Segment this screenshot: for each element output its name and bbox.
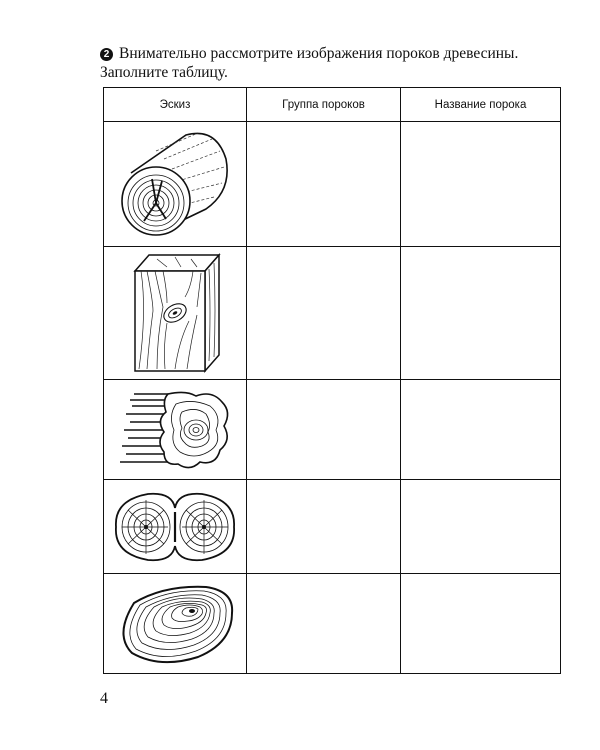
table-header-row — [104, 88, 561, 122]
eccentric-core-sketch — [114, 583, 236, 665]
table-row — [104, 480, 561, 574]
task-instruction — [100, 44, 530, 82]
sketch-cell — [104, 574, 247, 674]
header-sketch: Эскиз — [104, 88, 247, 122]
table-row — [104, 247, 561, 380]
table-row — [104, 574, 561, 674]
defect-name-cell[interactable] — [401, 380, 561, 480]
page-number: 4 — [100, 690, 108, 707]
defect-group-cell[interactable] — [247, 380, 401, 480]
sketch-cell — [104, 122, 247, 247]
defect-name-cell[interactable] — [401, 480, 561, 574]
defect-name-cell[interactable] — [401, 247, 561, 380]
table-row — [104, 122, 561, 247]
defect-name-cell[interactable] — [401, 122, 561, 247]
table-row — [104, 380, 561, 480]
defect-group-cell[interactable] — [247, 480, 401, 574]
header-defect-group: Группа пороков — [247, 88, 401, 122]
double-core-sketch — [112, 490, 238, 564]
header-defect-name: Название порока — [401, 88, 561, 122]
sketch-cell — [104, 380, 247, 480]
defect-group-cell[interactable] — [247, 247, 401, 380]
defect-group-cell[interactable] — [247, 122, 401, 247]
defects-table — [103, 87, 561, 674]
defect-group-cell[interactable] — [247, 574, 401, 674]
log-crack-sketch — [116, 129, 234, 239]
beam-knot-sketch — [127, 251, 223, 375]
sketch-cell — [104, 247, 247, 380]
defect-name-cell[interactable] — [401, 574, 561, 674]
log-rot-sketch — [116, 386, 234, 474]
task-text: Внимательно рассмотрите изображения пороков древесины. Заполните таблицу. — [100, 45, 519, 81]
task-number-badge: 2 — [100, 48, 113, 61]
sketch-cell — [104, 480, 247, 574]
